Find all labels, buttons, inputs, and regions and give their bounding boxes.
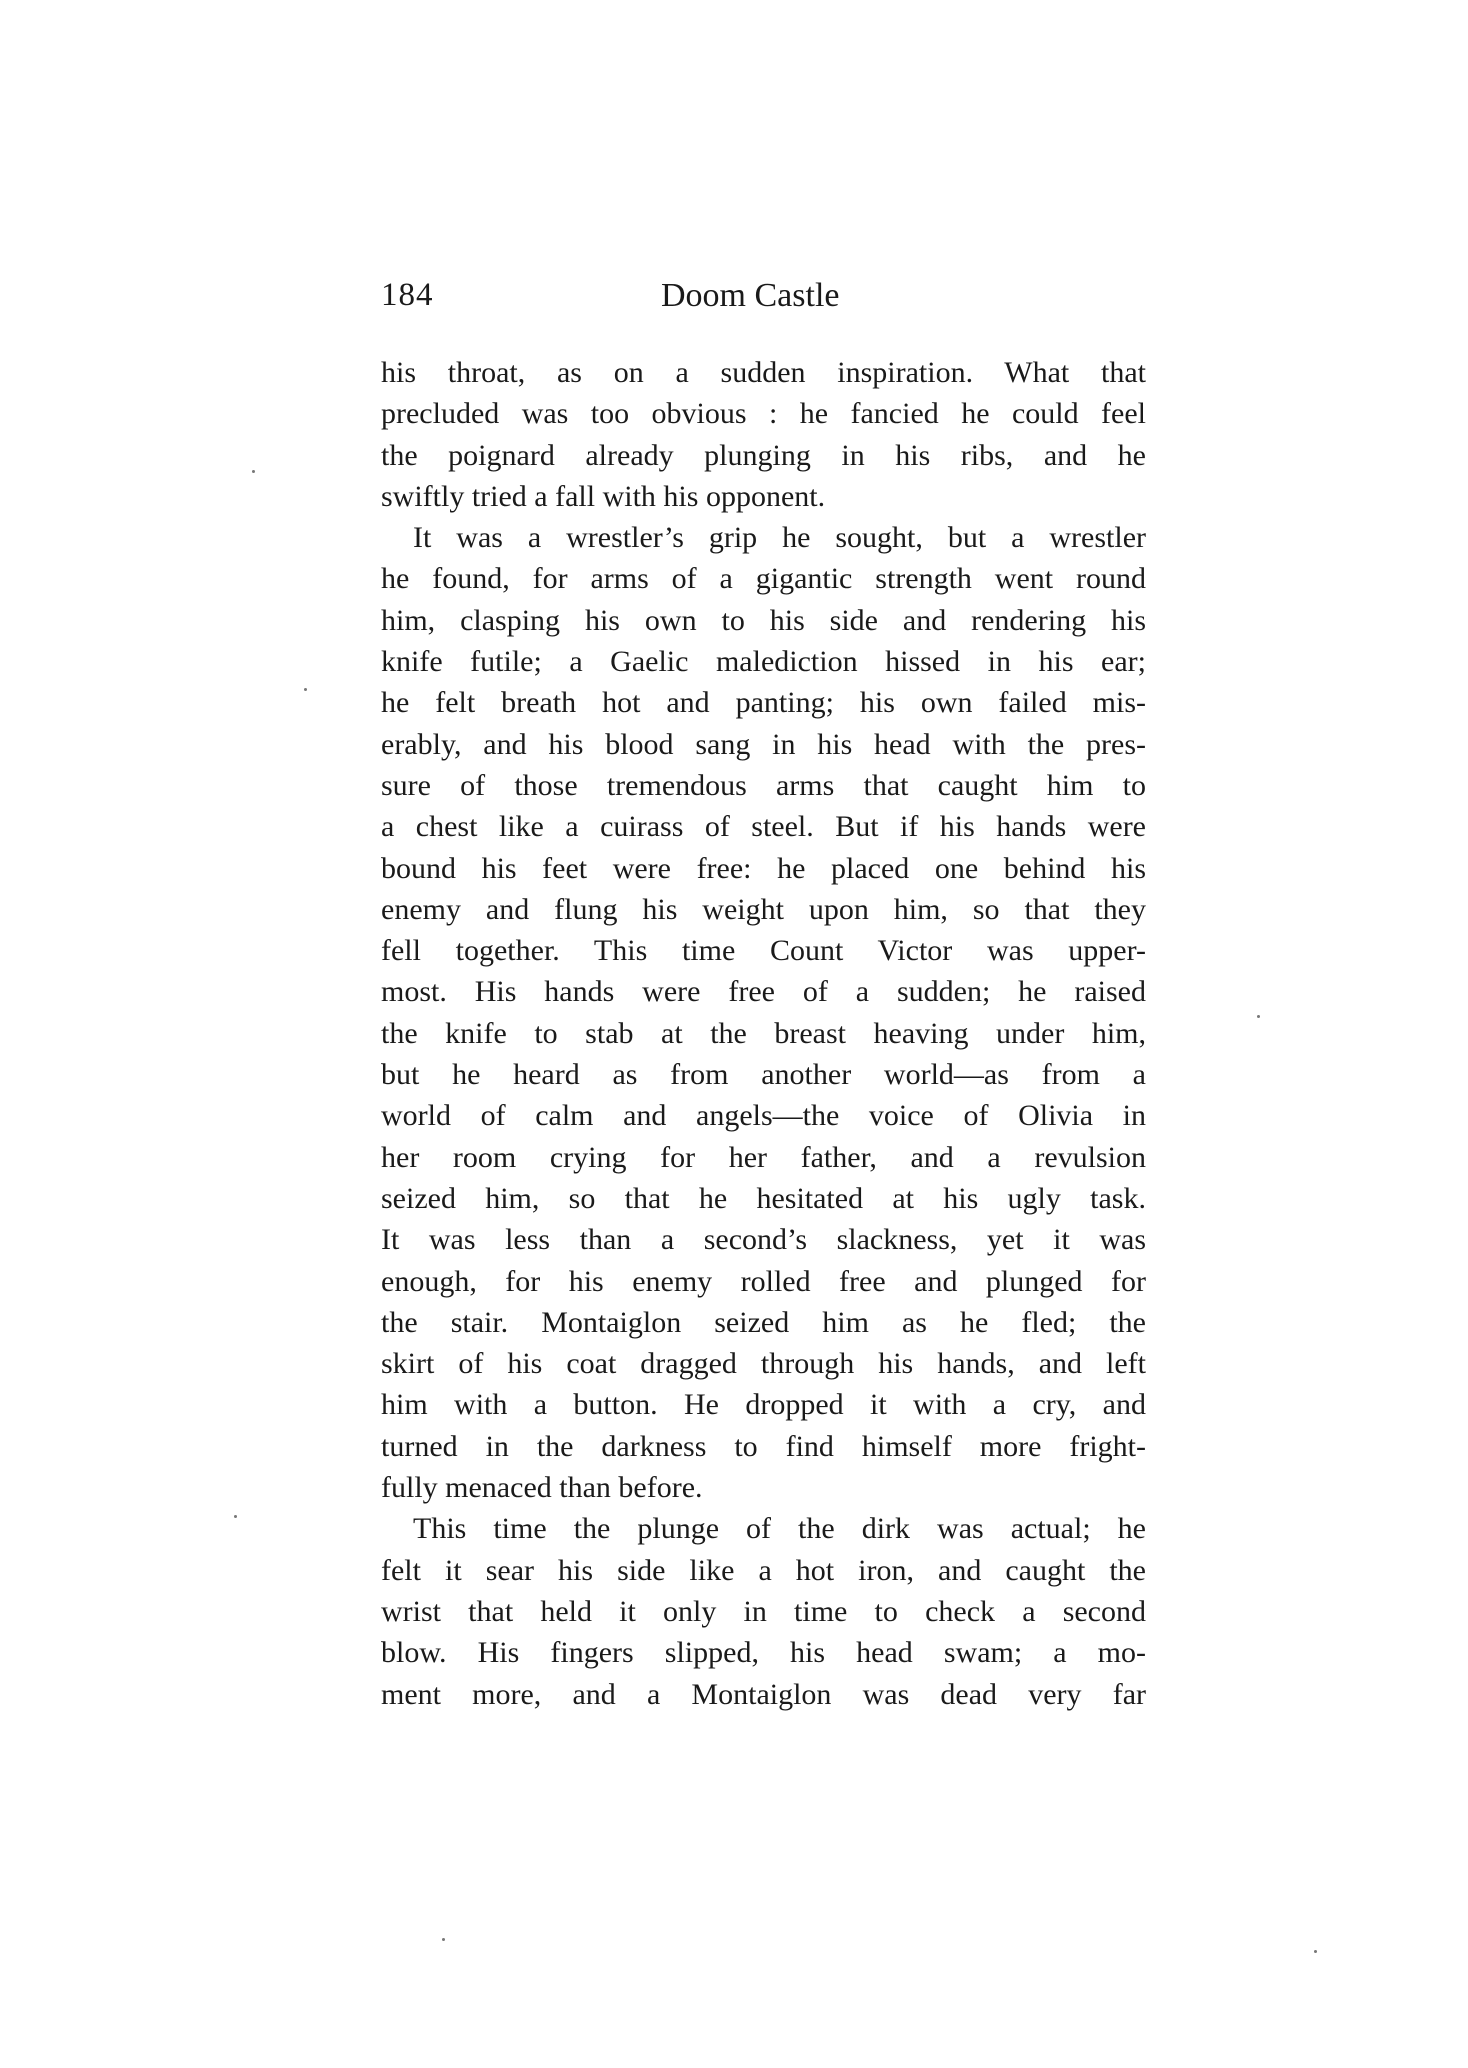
page-number: 184 (381, 277, 434, 313)
text-line: wrist that held it only in time to check a second (381, 1594, 1146, 1628)
text-line: his throat, as on a sudden inspiration. What that (381, 356, 1146, 389)
text-line: This time the plunge of the dirk was actual; he (413, 1512, 1146, 1546)
text-line: blow. His fingers slipped, his head swam; a mo- (381, 1636, 1146, 1670)
text-line: fell together. This time Count Victor was upper- (381, 934, 1146, 968)
text-line: precluded was too obvious : he fancied he could feel (381, 397, 1146, 431)
text-line: knife futile; a Gaelic malediction hissed in his ear; (381, 645, 1146, 679)
text-line: her room crying for her father, and a revulsion (381, 1140, 1146, 1174)
text-line: felt it sear his side like a hot iron, and caught the (381, 1553, 1146, 1587)
scan-speck (1257, 1015, 1260, 1018)
scan-speck (442, 1938, 445, 1941)
text-line: most. His hands were free of a sudden; he raised (381, 975, 1146, 1009)
scan-speck (1314, 1950, 1317, 1953)
text-line: turned in the darkness to find himself more fright- (381, 1429, 1146, 1463)
scan-speck (234, 1515, 237, 1518)
text-line: swiftly tried a fall with his opponent. (381, 479, 826, 513)
text-line: ment more, and a Montaiglon was dead very far (381, 1677, 1146, 1711)
scan-speck (304, 688, 307, 691)
text-line: bound his feet were free: he placed one behind his (381, 851, 1146, 885)
text-line: him with a button. He dropped it with a cry, and (381, 1388, 1146, 1422)
text-line: but he heard as from another world—as from a (381, 1058, 1146, 1092)
text-line: the knife to stab at the breast heaving under him, (381, 1016, 1146, 1050)
text-line: world of calm and angels—the voice of Olivia in (381, 1099, 1146, 1133)
text-line: erably, and his blood sang in his head with the pres- (381, 727, 1146, 761)
text-line: he found, for arms of a gigantic strength went round (381, 562, 1146, 596)
text-line: enough, for his enemy rolled free and plunged for (381, 1264, 1146, 1298)
text-line: him, clasping his own to his side and rendering his (381, 603, 1146, 637)
text-line: seized him, so that he hesitated at his ugly task. (381, 1181, 1146, 1215)
scan-speck (252, 470, 255, 473)
text-line: the poignard already plunging in his ribs, and he (381, 438, 1146, 472)
running-title: Doom Castle (661, 277, 840, 314)
text-line: fully menaced than before. (381, 1471, 703, 1505)
text-line: It was less than a second’s slackness, yet it was (381, 1223, 1146, 1257)
text-line: the stair. Montaiglon seized him as he fled; the (381, 1305, 1146, 1339)
page-header (381, 277, 1146, 327)
text-line: sure of those tremendous arms that caught him to (381, 768, 1146, 802)
text-line: It was a wrestler’s grip he sought, but a wrestler (413, 521, 1146, 555)
text-line: a chest like a cuirass of steel. But if his hands were (381, 810, 1146, 844)
text-line: he felt breath hot and panting; his own failed mis- (381, 686, 1146, 720)
text-line: skirt of his coat dragged through his hands, and left (381, 1347, 1146, 1381)
text-line: enemy and flung his weight upon him, so that they (381, 892, 1146, 926)
body-text (381, 352, 1146, 1715)
